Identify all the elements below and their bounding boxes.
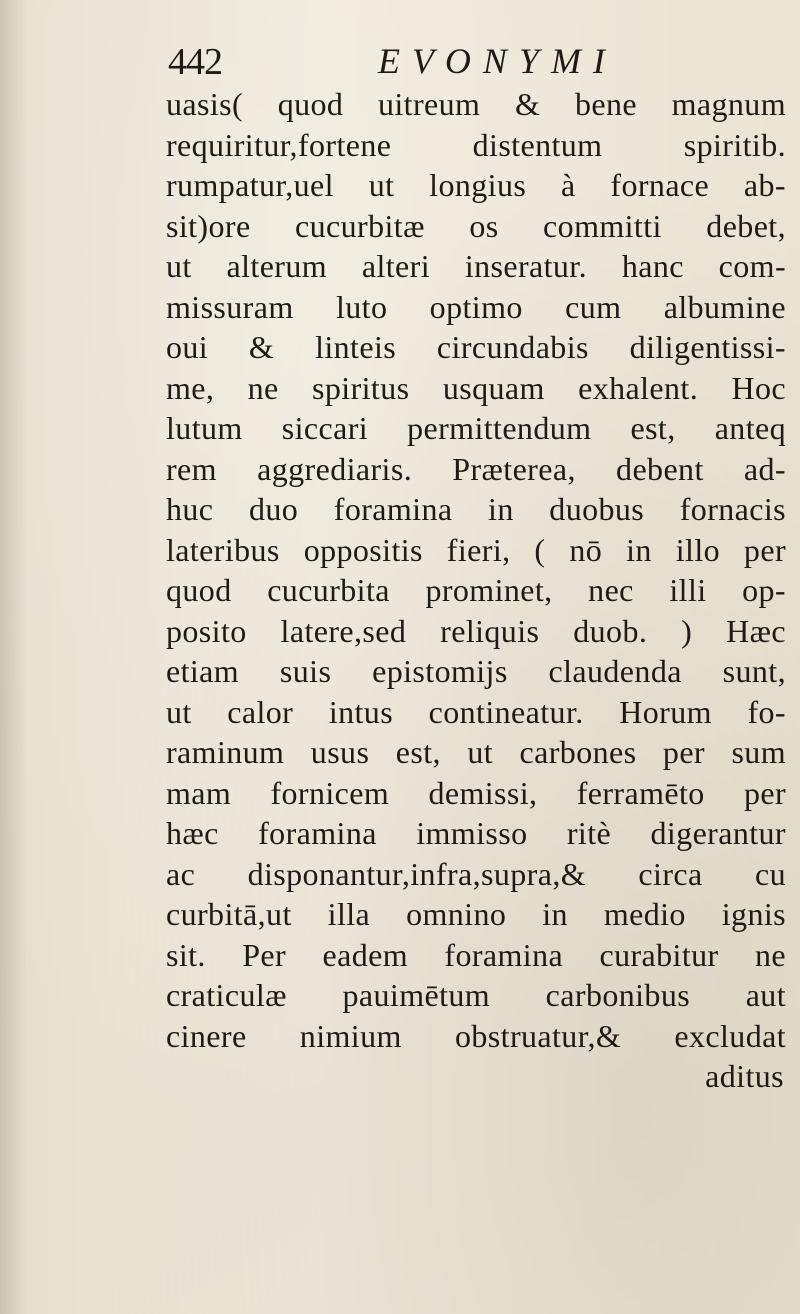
text-line: sit. Per eadem foramina curabitur ne xyxy=(166,936,786,973)
text-line: oui & linteis circundabis diligentissi- xyxy=(166,329,786,365)
catchword: aditus xyxy=(705,1058,784,1094)
body-text xyxy=(166,84,786,1097)
text-line: craticulæ pauimētum carbonibus aut xyxy=(166,977,786,1013)
text-line: cinere nimium obstruatur,& excludat xyxy=(166,1017,786,1054)
text-line: me, ne spiritus usquam exhalent. Hoc xyxy=(166,369,786,406)
text-line: missuram luto optimo cum albumine xyxy=(166,288,786,325)
text-line: quod cucurbita prominet, nec illi op- xyxy=(166,572,786,608)
text-line: hæc foramina immisso ritè digerantur xyxy=(166,815,786,851)
text-line: requiritur,fortene distentum spiritib. xyxy=(166,126,786,163)
text-line: raminum usus est, ut carbones per sum xyxy=(166,734,786,770)
text-line: ut calor intus contineatur. Horum fo- xyxy=(166,693,786,730)
text-line: rumpatur,uel ut longius à fornace ab- xyxy=(166,167,786,203)
text-line: rem aggrediaris. Præterea, debent ad- xyxy=(166,450,786,487)
text-line: posito latere,sed reliquis duob. ) Hæc xyxy=(166,612,786,649)
text-line: sit)ore cucurbitæ os committi debet, xyxy=(166,207,786,244)
running-title: EVONYMI xyxy=(378,41,617,81)
text-line: ut alterum alteri inseratur. hanc com- xyxy=(166,248,786,284)
page-header xyxy=(168,36,768,86)
text-line: lateribus oppositis fieri, ( nō in illo per xyxy=(166,531,786,568)
text-line: ac disponantur,infra,supra,& circa cu xyxy=(166,855,786,892)
text-line: lutum siccari permittendum est, anteq xyxy=(166,410,786,446)
text-line: curbitā,ut illa omnino in medio ignis xyxy=(166,896,786,932)
text-line: uasis( quod uitreum & bene magnum xyxy=(166,86,786,122)
text-line: huc duo foramina in duobus fornacis xyxy=(166,491,786,527)
text-line: etiam suis epistomijs claudenda sunt, xyxy=(166,653,786,689)
text-line: mam fornicem demissi, ferramēto per xyxy=(166,774,786,811)
page-number: 442 xyxy=(168,41,222,83)
